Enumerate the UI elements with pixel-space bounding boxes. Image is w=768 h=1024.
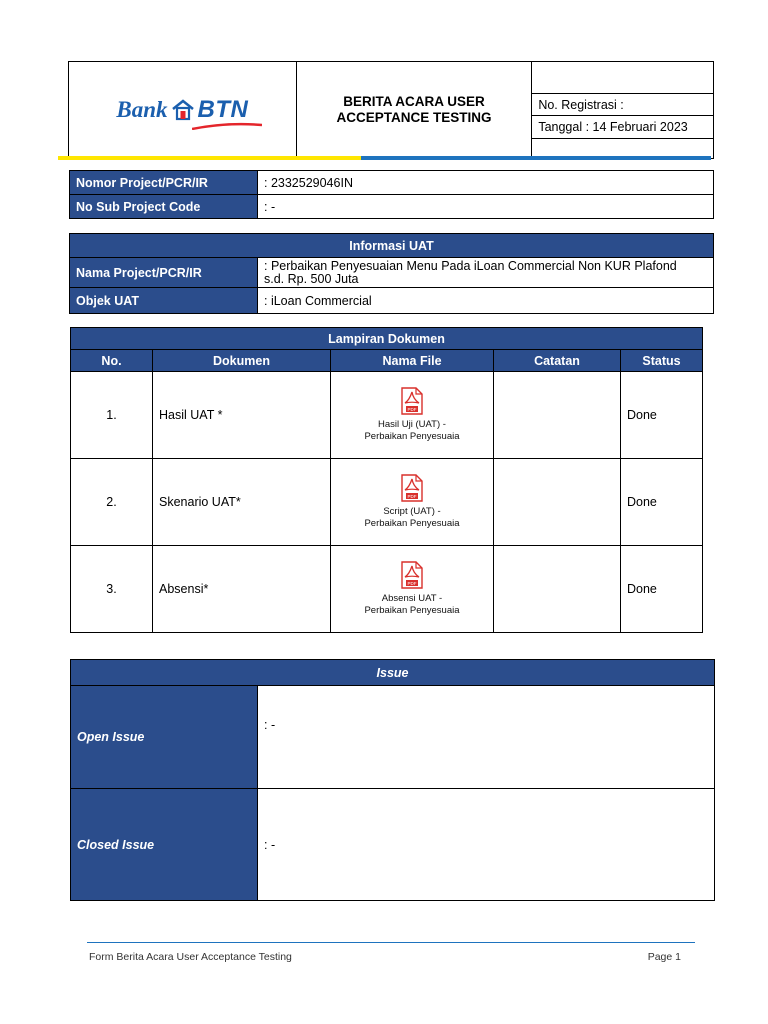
document-title: BERITA ACARA USER ACCEPTANCE TESTING — [336, 94, 492, 125]
row-note — [494, 459, 621, 546]
row-status: Done — [621, 372, 703, 459]
project-name-label: Nama Project/PCR/IR — [70, 258, 258, 288]
logo-btn-text: BTN — [197, 96, 249, 123]
table-row — [71, 546, 703, 633]
closed-issue-label: Closed Issue — [71, 789, 258, 901]
closed-issue-value: : - — [258, 789, 715, 901]
issue-table — [70, 659, 715, 901]
row-document: Skenario UAT* — [153, 459, 331, 546]
project-name-value: : Perbaikan Penyesuaian Menu Pada iLoan Commercial Non KUR Plafond s.d. Rp. 500 Juta — [258, 258, 714, 288]
sub-project-label: No Sub Project Code — [70, 195, 258, 219]
table-row — [71, 372, 703, 459]
registration-label: No. Registrasi : — [532, 94, 714, 116]
col-catatan: Catatan — [494, 350, 621, 372]
row-status: Done — [621, 459, 703, 546]
title-cell — [296, 62, 532, 159]
header-table — [68, 61, 714, 159]
col-dokumen: Dokumen — [153, 350, 331, 372]
logo-bank-text: Bank — [116, 97, 168, 122]
row-no: 3. — [71, 546, 153, 633]
footer-rule — [87, 942, 695, 943]
uat-object-label: Objek UAT — [70, 288, 258, 314]
date-label: Tanggal : 14 Februari 2023 — [532, 116, 713, 139]
pdf-file-icon[interactable] — [401, 561, 423, 589]
col-no: No. — [71, 350, 153, 372]
attachments-title: Lampiran Dokumen — [71, 328, 703, 350]
file-name: Absensi UAT - Perbaikan Penyesuaia — [364, 593, 460, 616]
sub-project-value: : - — [258, 195, 714, 219]
row-note — [494, 372, 621, 459]
col-nama-file: Nama File — [331, 350, 494, 372]
svg-text:PDF: PDF — [407, 494, 417, 499]
row-document: Hasil UAT * — [153, 372, 331, 459]
issue-title: Issue — [71, 660, 715, 686]
uat-object-value: : iLoan Commercial — [258, 288, 714, 314]
footer-left-text: Form Berita Acara User Acceptance Testing — [89, 951, 292, 963]
info-uat-table — [69, 233, 714, 314]
logo-swoosh — [192, 122, 262, 130]
date-cell — [532, 116, 714, 159]
row-file-attachment[interactable] — [331, 459, 494, 546]
file-name: Script (UAT) - Perbaikan Penyesuaia — [364, 506, 460, 529]
row-file-attachment[interactable] — [331, 372, 494, 459]
row-note — [494, 546, 621, 633]
open-issue-value: : - — [258, 686, 715, 789]
project-table — [69, 170, 714, 219]
header-stripe-blue — [361, 156, 711, 160]
row-file-attachment[interactable] — [331, 546, 494, 633]
pdf-file-icon[interactable] — [401, 387, 423, 415]
row-no: 2. — [71, 459, 153, 546]
project-number-value: : 2332529046IN — [258, 171, 714, 195]
info-uat-title: Informasi UAT — [70, 234, 714, 258]
page-number: Page 1 — [647, 951, 681, 963]
open-issue-label: Open Issue — [71, 686, 258, 789]
logo-cell — [69, 62, 297, 159]
svg-text:PDF: PDF — [407, 581, 417, 586]
pdf-file-icon[interactable] — [401, 474, 423, 502]
house-icon — [171, 98, 195, 122]
col-status: Status — [621, 350, 703, 372]
registration-top-blank — [532, 62, 714, 94]
header-stripe-yellow — [58, 156, 361, 160]
table-row — [71, 459, 703, 546]
attachments-table — [70, 327, 703, 633]
row-status: Done — [621, 546, 703, 633]
svg-text:PDF: PDF — [407, 407, 417, 412]
bank-btn-logo — [69, 96, 296, 124]
file-name: Hasil Uji (UAT) - Perbaikan Penyesuaia — [364, 419, 460, 442]
row-no: 1. — [71, 372, 153, 459]
row-document: Absensi* — [153, 546, 331, 633]
project-number-label: Nomor Project/PCR/IR — [70, 171, 258, 195]
